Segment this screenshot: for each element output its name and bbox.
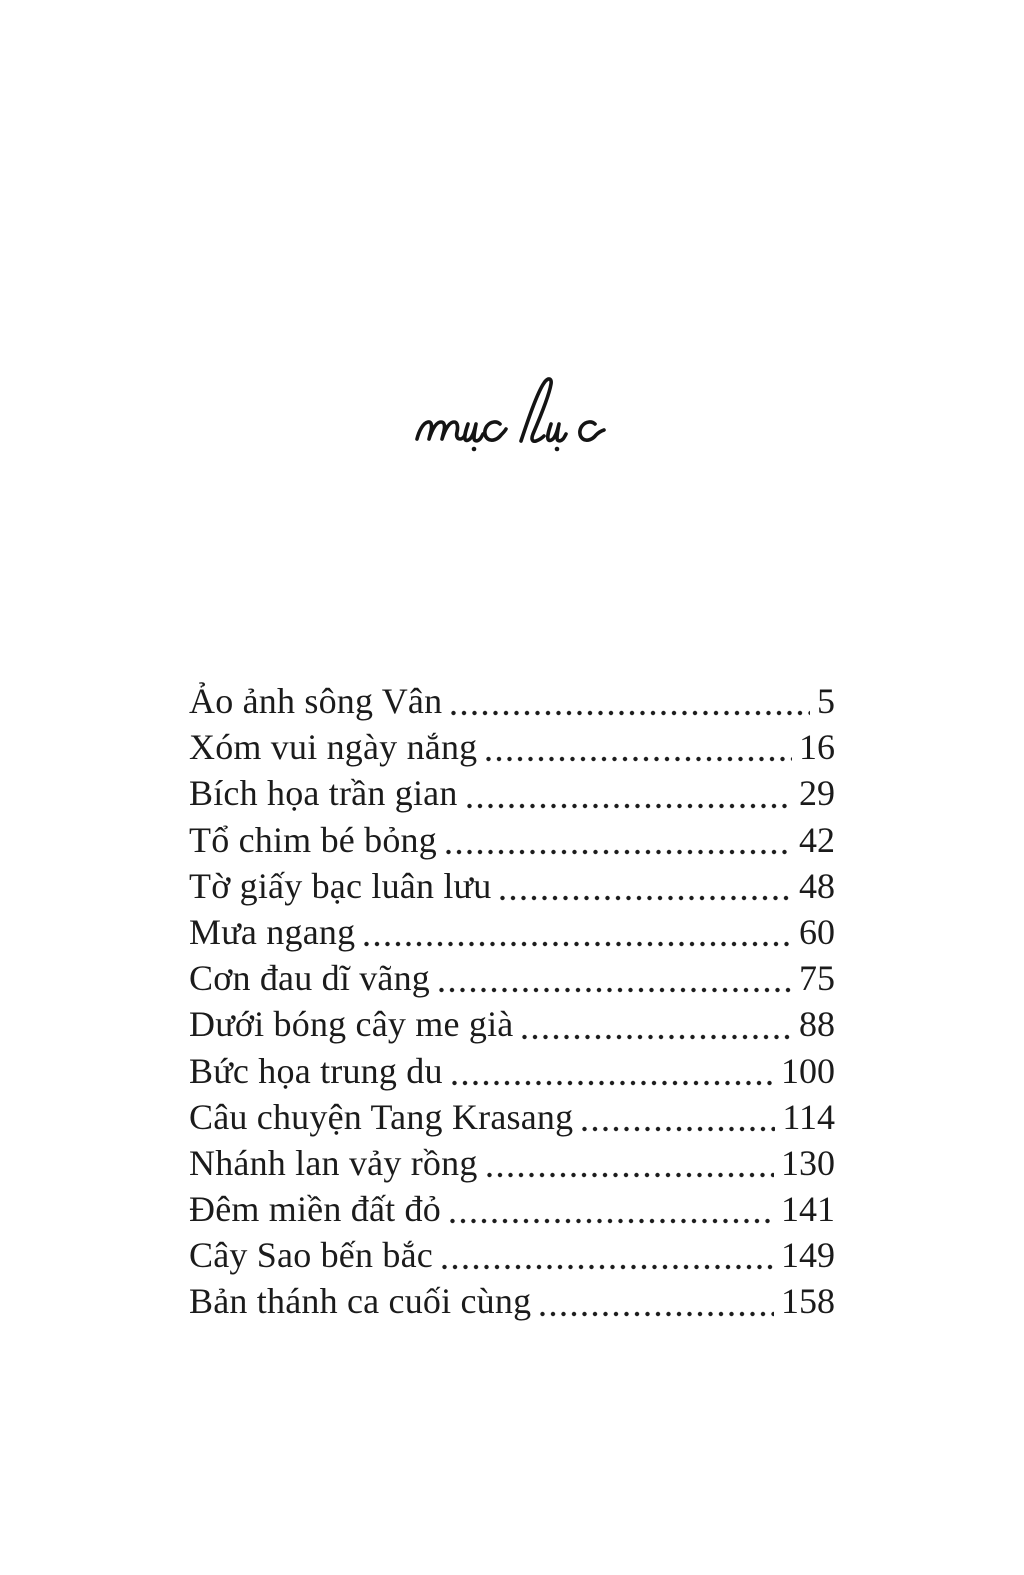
toc-leader-dots <box>487 1172 774 1178</box>
toc-entry-page: 100 <box>781 1050 835 1091</box>
muc-luc-script-title-icon <box>405 368 615 463</box>
toc-entry-title: Dưới bóng cây me già <box>189 1004 514 1045</box>
toc-entry-page: 141 <box>781 1189 835 1230</box>
toc-entry-page: 29 <box>799 773 835 814</box>
toc-entry-title: Bức họa trung du <box>189 1050 443 1091</box>
toc-entry <box>189 678 835 724</box>
toc-entry-title: Câu chuyện Tang Krasang <box>189 1096 574 1137</box>
toc-leader-dots <box>364 941 792 947</box>
toc-leader-dots <box>451 710 810 716</box>
toc-leader-dots <box>522 1034 792 1040</box>
toc-entry <box>189 1278 835 1324</box>
toc-entry-title: Đêm miền đất đỏ <box>189 1189 441 1230</box>
toc-entry-page: 88 <box>799 1004 835 1045</box>
page-title-text <box>405 463 406 464</box>
toc-entry <box>189 1001 835 1047</box>
toc-leader-dots <box>452 1080 774 1086</box>
toc-entry-page: 42 <box>799 819 835 860</box>
toc-entry-title: Mưa ngang <box>189 911 356 952</box>
toc-entry <box>189 1094 835 1140</box>
toc-entry <box>189 955 835 1001</box>
toc-entry-title: Xóm vui ngày nắng <box>189 727 478 768</box>
toc-entry <box>189 1232 835 1278</box>
toc-entry <box>189 770 835 816</box>
toc-list <box>189 678 835 1325</box>
toc-entry <box>189 1048 835 1094</box>
toc-entry <box>189 863 835 909</box>
toc-entry-title: Cây Sao bến bắc <box>189 1235 433 1276</box>
toc-entry <box>189 909 835 955</box>
toc-entry-page: 16 <box>799 727 835 768</box>
toc-leader-dots <box>439 987 792 993</box>
toc-entry-page: 5 <box>817 681 835 721</box>
toc-entry-page: 75 <box>799 958 835 999</box>
toc-leader-dots <box>442 1264 774 1270</box>
toc-entry-page: 48 <box>799 865 835 906</box>
toc-leader-dots <box>446 849 792 855</box>
toc-entry <box>189 1186 835 1232</box>
page-title <box>405 368 615 463</box>
toc-entry-page: 149 <box>781 1235 835 1276</box>
toc-leader-dots <box>467 803 792 809</box>
toc-entry <box>189 1140 835 1186</box>
toc-entry-title: Bản thánh ca cuối cùng <box>189 1281 532 1322</box>
toc-leader-dots <box>450 1218 774 1224</box>
toc-entry-page: 130 <box>781 1142 835 1183</box>
toc-leader-dots <box>582 1126 775 1132</box>
toc-entry-title: Ảo ảnh sông Vân <box>189 681 443 721</box>
toc-leader-dots <box>500 895 792 901</box>
toc-leader-dots <box>540 1311 774 1317</box>
toc-entry-title: Bích họa trần gian <box>189 773 458 814</box>
toc-entry-page: 114 <box>782 1096 835 1137</box>
toc-leader-dots <box>486 756 792 762</box>
toc-entry-page: 158 <box>781 1281 835 1322</box>
toc-entry-title: Tổ chim bé bỏng <box>189 819 437 860</box>
toc-entry-title: Tờ giấy bạc luân lưu <box>189 865 492 906</box>
toc-entry <box>189 817 835 863</box>
toc-entry-title: Cơn đau dĩ vãng <box>189 958 431 999</box>
toc-entry-page: 60 <box>799 911 835 952</box>
toc-entry-title: Nhánh lan vảy rồng <box>189 1142 478 1183</box>
toc-entry <box>189 724 835 770</box>
